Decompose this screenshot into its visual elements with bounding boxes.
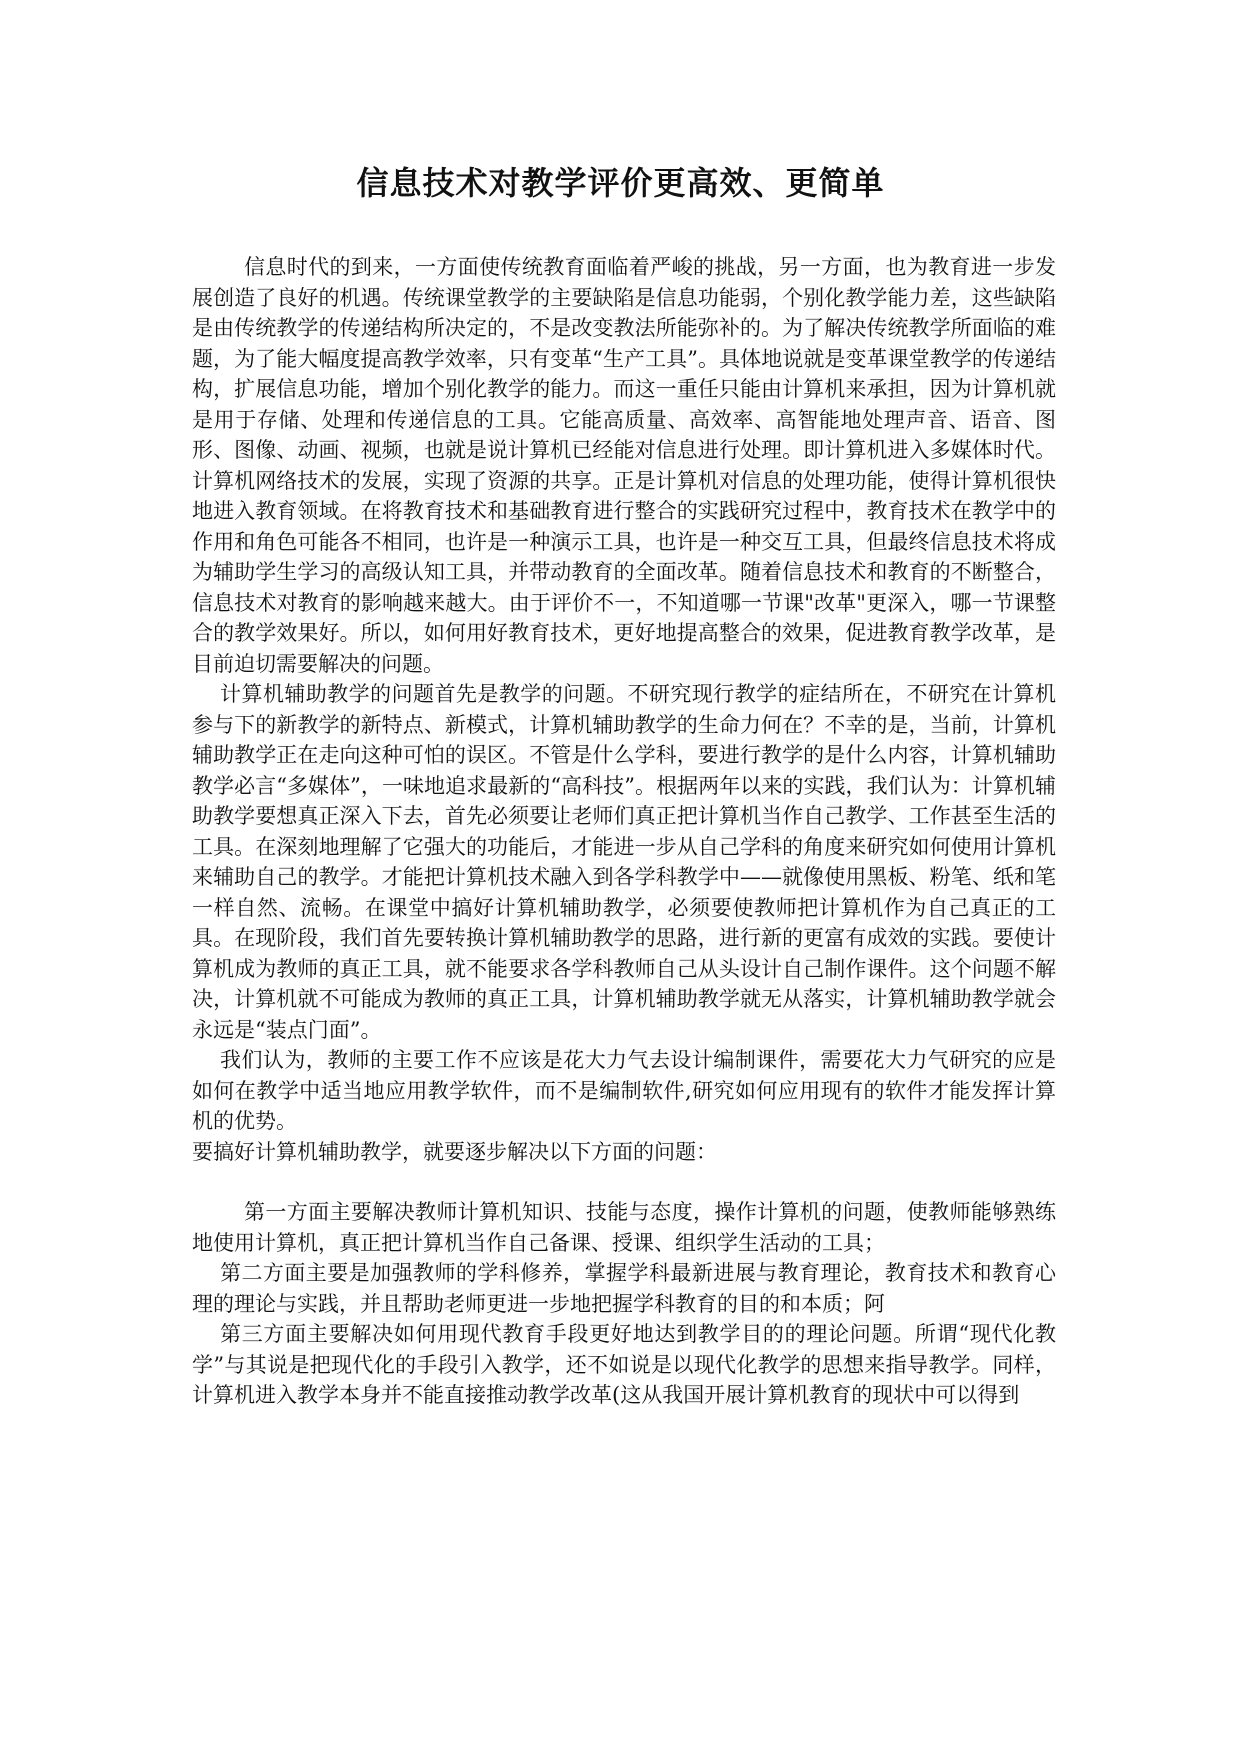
paragraph-aspect-one: 第一方面主要解决教师计算机知识、技能与态度，操作计算机的问题，使教师能够熟练地使用计算机，真正把计算机当作自己备课、授课、组织学生活动的工具；: [192, 1200, 1056, 1255]
document-title: 信息技术对教学评价更高效、更简单: [356, 164, 885, 202]
paragraph-aspect-two: 第二方面主要是加强教师的学科修养，掌握学科最新进展与教育理论，教育技术和教育心理的理论与实践，并且帮助老师更进一步地把握学科教育的目的和本质；阿: [192, 1261, 1056, 1316]
paragraph-aspect-three: 第三方面主要解决如何用现代教育手段更好地达到教学目的的理论问题。所谓“现代化教学”与其说是把现代化的手段引入教学，还不如说是以现代化教学的思想来指导教学。同样，计算机进入教学本身并不能直接推动教学改革(这从我国开展计算机教育的现状中可以得到: [192, 1322, 1056, 1407]
document-body: [192, 252, 1056, 1411]
paragraph-teacher-role: 我们认为，教师的主要工作不应该是花大力气去设计编制课件，需要花大力气研究的应是如何在教学中适当地应用教学软件，而不是编制软件,研究如何应用现有的软件才能发挥计算机的优势。: [192, 1048, 1056, 1133]
paragraph-list-intro: 要搞好计算机辅助教学，就要逐步解决以下方面的问题：: [192, 1139, 717, 1164]
paragraph-cai-problem: 计算机辅助教学的问题首先是教学的问题。不研究现行教学的症结所在，不研究在计算机参与下的新教学的新特点、新模式，计算机辅助教学的生命力何在？不幸的是，当前，计算机辅助教学正在走向这种可怕的误区。不管是什么学科，要进行教学的是什么内容，计算机辅助教学必言“多媒体”，一味地追求最新的“高科技”。根据两年以来的实践，我们认为：计算机辅助教学要想真正深入下去，首先必须要让老师们真正把计算机当作自己教学、工作甚至生活的工具。在深刻地理解了它强大的功能后，才能进一步从自己学科的角度来研究如何使用计算机来辅助自己的教学。才能把计算机技术融入到各学科教学中——就像使用黑板、粉笔、纸和笔一样自然、流畅。在课堂中搞好计算机辅助教学，必须要使教师把计算机作为自己真正的工具。在现阶段，我们首先要转换计算机辅助教学的思路，进行新的更富有成效的实践。要使计算机成为教师的真正工具，就不能要求各学科教师自己从头设计自己制作课件。这个问题不解决，计算机就不可能成为教师的真正工具，计算机辅助教学就无从落实，计算机辅助教学就会永远是“装点门面”。: [192, 682, 1056, 1042]
paragraph-intro: 信息时代的到来，一方面使传统教育面临着严峻的挑战，另一方面，也为教育进一步发展创造了良好的机遇。传统课堂教学的主要缺陷是信息功能弱，个别化教学能力差，这些缺陷是由传统教学的传递结构所决定的，不是改变教法所能弥补的。为了解决传统教学所面临的难题，为了能大幅度提高教学效率，只有变革“生产工具”。具体地说就是变革课堂教学的传递结构，扩展信息功能，增加个别化教学的能力。而这一重任只能由计算机来承担，因为计算机就是用于存储、处理和传递信息的工具。它能高质量、高效率、高智能地处理声音、语音、图形、图像、动画、视频，也就是说计算机已经能对信息进行处理。即计算机进入多媒体时代。计算机网络技术的发展，实现了资源的共享。正是计算机对信息的处理功能，使得计算机很快地进入教育领域。在将教育技术和基础教育进行整合的实践研究过程中，教育技术在教学中的作用和角色可能各不相同，也许是一种演示工具，也许是一种交互工具，但最终信息技术将成为辅助学生学习的高级认知工具，并带动教育的全面改革。随着信息技术和教育的不断整合，信息技术对教育的影响越来越大。由于评价不一，不知道哪一节课"改革"更深入，哪一节课整合的教学效果好。所以，如何用好教育技术，更好地提高整合的效果，促进教育教学改革，是目前迫切需要解决的问题。: [192, 255, 1056, 676]
paragraph-gap: [192, 1167, 1056, 1197]
